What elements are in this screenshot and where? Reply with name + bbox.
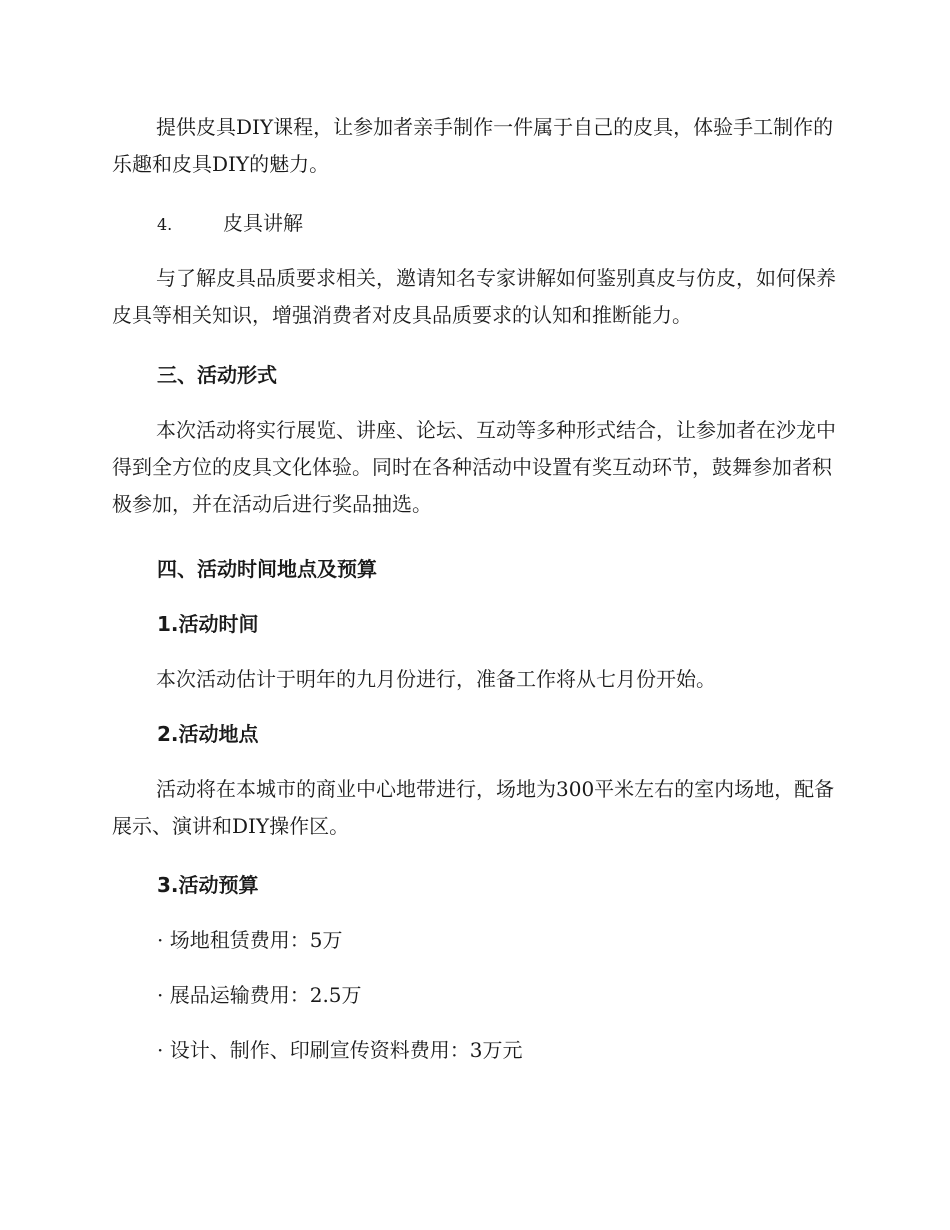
subheading-place: 2.活动地点 <box>157 722 259 746</box>
paragraph-time: 本次活动估计于明年的九月份进行，准备工作将从七月份开始。 <box>156 667 716 691</box>
list-item-4 <box>157 205 303 243</box>
budget-item: · 展品运输费用：2.5万 <box>157 983 362 1007</box>
paragraph-diy-course: 提供皮具DIY课程，让参加者亲手制作一件属于自己的皮具，体验手工制作的乐趣和皮具DIY的魅力。 <box>112 115 834 176</box>
section-heading-time-place-budget: 四、活动时间地点及预算 <box>157 557 377 581</box>
subheading-time: 1.活动时间 <box>157 612 259 636</box>
budget-item: · 场地租赁费用：5万 <box>157 928 343 952</box>
paragraph-explanation: 与了解皮具品质要求相关，邀请知名专家讲解如何鉴别真皮与仿皮，如何保养皮具等相关知识，增强消费者对皮具品质要求的认知和推断能力。 <box>112 266 836 327</box>
budget-item: · 设计、制作、印刷宣传资料费用：3万元 <box>157 1038 523 1062</box>
list-item-number: 4. <box>157 215 173 234</box>
paragraph-form: 本次活动将实行展览、讲座、论坛、互动等多种形式结合，让参加者在沙龙中得到全方位的皮具文化体验。同时在各种活动中设置有奖互动环节，鼓舞参加者积极参加，并在活动后进行奖品抽选。 <box>112 418 836 516</box>
section-heading-form: 三、活动形式 <box>157 363 277 387</box>
subheading-budget: 3.活动预算 <box>157 873 259 897</box>
list-item-label: 皮具讲解 <box>223 211 303 235</box>
paragraph-place: 活动将在本城市的商业中心地带进行，场地为300平米左右的室内场地，配备展示、演讲和DIY操作区。 <box>112 777 835 838</box>
